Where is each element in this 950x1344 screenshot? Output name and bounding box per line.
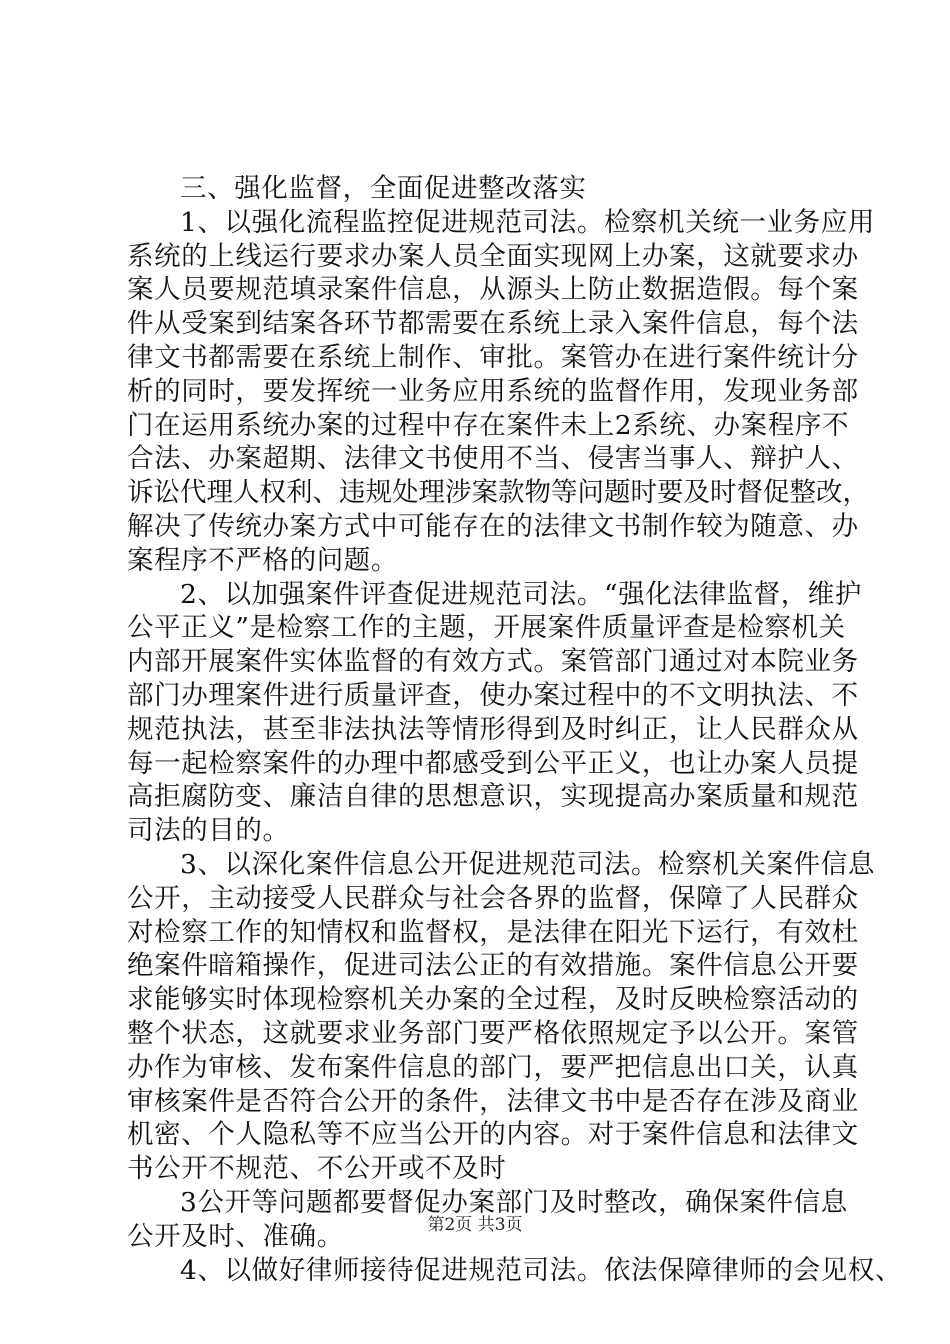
paragraph-1-line-2: 系统的上线运行要求办案人员全面实现网上办案，这就要求办 <box>127 241 859 272</box>
section-heading: 三、强化监督，全面促进整改落实 <box>180 173 587 204</box>
paragraph-1-line-3: 案人员要规范填录案件信息，从源头上防止数据造假。每个案 <box>127 274 859 305</box>
paragraph-2-line-4: 部门办理案件进行质量评查，使办案过程中的不文明执法、不 <box>127 680 859 711</box>
paragraph-3-line-2: 公开，主动接受人民群众与社会各界的监督，保障了人民群众 <box>127 883 859 914</box>
paragraph-2-line-7: 高拒腐防变、廉洁自律的思想意识，实现提高办案质量和规范 <box>127 781 859 812</box>
paragraph-3-line-1: 3、以深化案件信息公开促进规范司法。检察机关案件信息 <box>180 849 875 880</box>
paragraph-1-line-7: 门在运用系统办案的过程中存在案件未上2系统、办案程序不 <box>127 410 850 441</box>
paragraph-3-line-10: 书公开不规范、不公开或不及时 <box>127 1153 507 1184</box>
paragraph-1-line-6: 析的同时，要发挥统一业务应用系统的监督作用，发现业务部 <box>127 376 859 407</box>
paragraph-3-line-5: 求能够实时体现检察机关办案的全过程，及时反映检察活动的 <box>127 984 859 1015</box>
paragraph-3-line-3: 对检察工作的知情权和监督权，是法律在阳光下运行，有效杜 <box>127 917 859 948</box>
paragraph-1-line-5: 律文书都需要在系统上制作、审批。案管办在进行案件统计分 <box>127 342 859 373</box>
paragraph-1-line-8: 合法、办案超期、法律文书使用不当、侵害当事人、辩护人、 <box>127 443 859 474</box>
paragraph-3b-line-1: 3公开等问题都要督促办案部门及时整改，确保案件信息 <box>180 1187 848 1218</box>
paragraph-2-line-5: 规范执法，甚至非法执法等情形得到及时纠正，让人民群众从 <box>127 714 859 745</box>
paragraph-3-line-7: 办作为审核、发布案件信息的部门，要严把信息出口关，认真 <box>127 1052 859 1083</box>
paragraph-1-line-11: 案程序不严格的问题。 <box>127 545 398 576</box>
paragraph-3-line-8: 审核案件是否符合公开的条件，法律文书中是否存在涉及商业 <box>127 1086 859 1117</box>
paragraph-1-line-10: 解决了传统办案方式中可能存在的法律文书制作较为随意、办 <box>127 511 859 542</box>
paragraph-3-line-4: 绝案件暗箱操作，促进司法公正的有效措施。案件信息公开要 <box>127 950 859 981</box>
paragraph-1-line-9: 诉讼代理人权利、违规处理涉案款物等问题时要及时督促整改， <box>127 477 869 508</box>
paragraph-3b-line-2: 公开及时、准确。 <box>127 1221 344 1252</box>
paragraph-1-line-1: 1、以强化流程监控促进规范司法。检察机关统一业务应用 <box>180 207 875 238</box>
paragraph-1-line-4: 件从受案到结案各环节都需要在系统上录入案件信息，每个法 <box>127 308 859 339</box>
paragraph-3-line-9: 机密、个人隐私等不应当公开的内容。对于案件信息和法律文 <box>127 1119 859 1150</box>
paragraph-3-line-6: 整个状态，这就要求业务部门要严格依照规定予以公开。案管 <box>127 1018 859 1049</box>
paragraph-2-line-8: 司法的目的。 <box>127 815 290 846</box>
paragraph-2-line-1: 2、以加强案件评查促进规范司法。“强化法律监督，维护 <box>180 579 863 610</box>
paragraph-4-line-1: 4、以做好律师接待促进规范司法。依法保障律师的会见权、 <box>180 1255 903 1286</box>
page-footer: 第2页 共3页 <box>427 1215 523 1235</box>
paragraph-2-line-6: 每一起检察案件的办理中都感受到公平正义，也让办案人员提 <box>127 748 859 779</box>
paragraph-2-line-3: 内部开展案件实体监督的有效方式。案管部门通过对本院业务 <box>127 646 859 677</box>
paragraph-2-line-2: 公平正义”是检察工作的主题，开展案件质量评查是检察机关 <box>127 612 846 643</box>
